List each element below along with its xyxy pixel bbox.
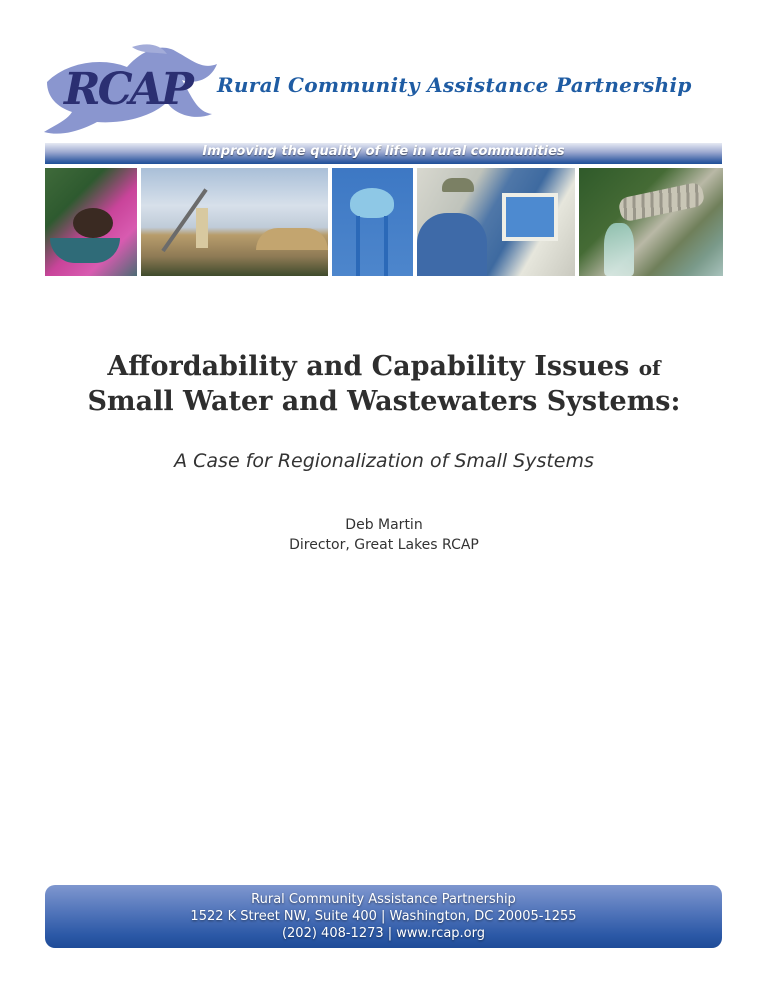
water-tower-photo — [332, 168, 413, 276]
rcap-logo — [42, 42, 217, 137]
title-line-2: Small Water and Wastewaters Systems: — [87, 386, 681, 417]
operator-at-computer-photo — [417, 168, 575, 276]
org-name: Rural Community Assistance Partnership — [217, 73, 692, 97]
author-position: Director, Great Lakes RCAP — [289, 537, 479, 553]
document-subtitle: A Case for Regionalization of Small Systems — [174, 450, 594, 472]
drainage-pipe-photo — [579, 168, 723, 276]
child-drinking-fountain-photo — [45, 168, 137, 276]
footer-phone-website: (202) 408-1273 | www.rcap.org — [281, 926, 486, 941]
tagline-text: Improving the quality of life in rural communities — [202, 144, 565, 159]
footer-address: 1522 K Street NW, Suite 400 | Washington, DC 20005-1255 — [190, 909, 577, 924]
author-block — [0, 515, 768, 555]
footer-org-name: Rural Community Assistance Partnership — [251, 892, 516, 907]
title-line-1: Affordability and Capability Issues of — [107, 351, 661, 382]
water-treatment-plant-photo — [141, 168, 328, 276]
author-name: Deb Martin — [345, 517, 423, 533]
tagline-banner — [45, 143, 722, 164]
document-title — [0, 350, 768, 418]
footer-contact-banner — [45, 885, 722, 948]
logo-text: RCAP — [64, 64, 191, 115]
